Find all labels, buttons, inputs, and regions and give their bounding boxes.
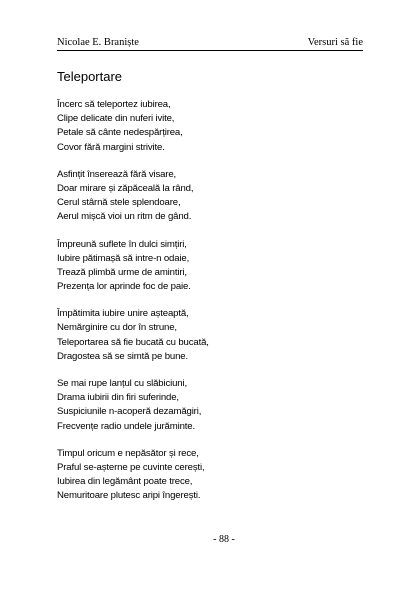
poem-line: Aerul mișcă vioi un ritm de gând. (57, 211, 192, 223)
header-book-title: Versuri să fie (307, 37, 363, 48)
poem-line: Petale să cânte nedespărțirea, (57, 127, 183, 139)
poem-line: Asfințit însereazǎ fără visare, (57, 168, 177, 180)
poem-line: Drama iubirii din firi suferinde, (57, 392, 179, 404)
stanza (57, 307, 357, 364)
poem-line: Frecvențe radio undele jurăminte. (57, 420, 195, 432)
poem-line: Nemărginire cu dor în strune, (57, 322, 177, 334)
poem-line: Timpul oricum e nepăsător și rece, (57, 447, 199, 459)
poem-line: Se mai rupe lanțul cu slăbiciuni, (57, 378, 187, 389)
poem-line: Cerul stârnă stele splendoare, (57, 197, 181, 209)
page-number: - 88 - (213, 534, 235, 545)
poem-body (57, 98, 357, 504)
poem-line: Nemuritoare plutesc aripi îngerești. (57, 490, 201, 502)
poem-line: Covor fără margini strivite. (57, 141, 165, 153)
poem-line: Prezența lor aprinde foc de paie. (57, 281, 191, 293)
stanza (57, 377, 357, 434)
poem-line: Trează plimbă urme de amintiri, (57, 266, 187, 278)
poem-line: Încerc să teleportez iubirea, (57, 99, 171, 110)
header-author: Nicolae E. Braniște (57, 37, 139, 48)
poem-line: Praful se-așterne pe cuvinte cerești, (57, 461, 205, 473)
poem-line: Doar mirare și zăpăceală la rând, (57, 182, 194, 194)
poem-title: Teleportare (57, 69, 123, 84)
poem-line: Clipe delicate din nuferi ivite, (57, 113, 175, 125)
poem-line: Iubirea din legământ poate trece, (57, 476, 193, 488)
running-header (57, 37, 363, 51)
poem-line: Dragostea să se simtă pe bune. (57, 350, 188, 362)
poem-line: Teleportarea să fie bucată cu bucată, (57, 336, 209, 348)
stanza (57, 447, 357, 504)
stanza (57, 98, 357, 155)
poem-line: Împreună suflete în dulci simțiri, (57, 238, 187, 250)
stanza (57, 168, 357, 225)
poem-line: Suspiciunile n-acoperă dezamăgiri, (57, 406, 202, 418)
poem-line: Iubire pătimașă să intre-n odaie, (57, 252, 190, 264)
poem-line: Împătimita iubire unire așteaptă, (57, 308, 189, 320)
stanza (57, 238, 357, 295)
header-rule (57, 50, 363, 51)
